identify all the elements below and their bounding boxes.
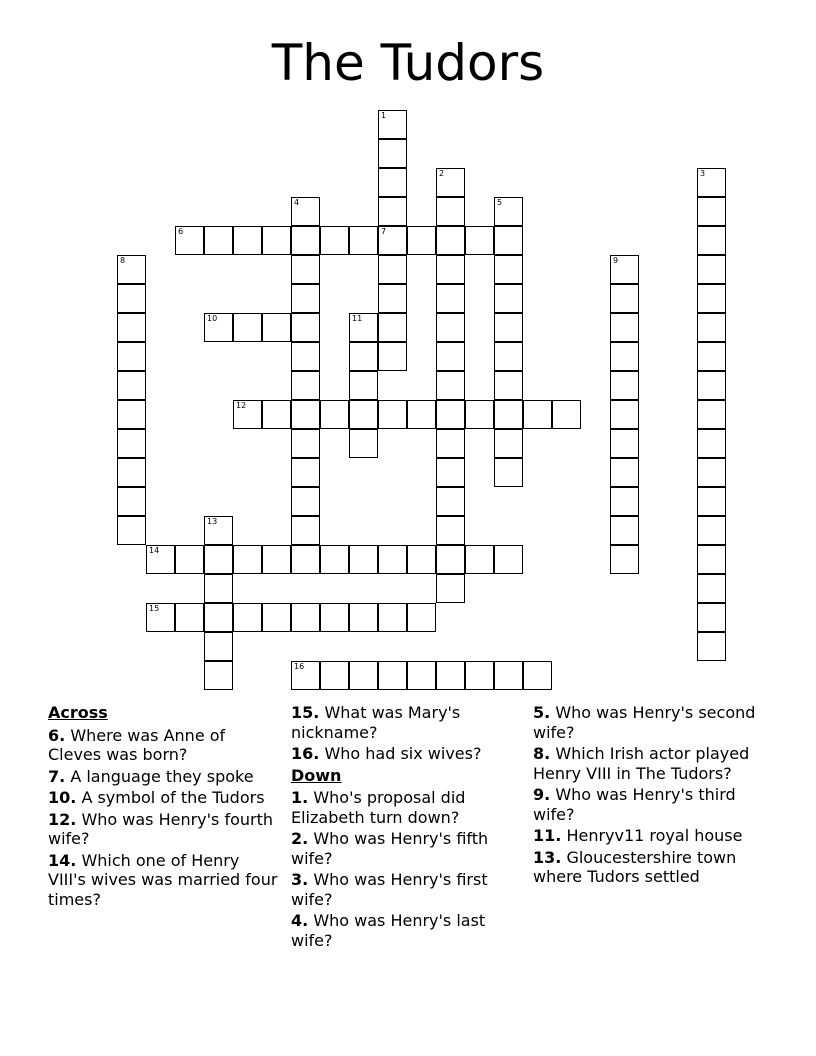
grid-cell	[233, 400, 262, 429]
grid-cell	[407, 603, 436, 632]
grid-cell	[697, 342, 726, 371]
grid-cell	[697, 574, 726, 603]
grid-cell	[291, 516, 320, 545]
clue-down-11: 11. Henryv11 royal house	[533, 826, 743, 845]
grid-cell	[291, 371, 320, 400]
grid-cell	[494, 661, 523, 690]
grid-cell	[610, 516, 639, 545]
grid-cell	[146, 603, 175, 632]
grid-cell	[378, 226, 407, 255]
grid-cell	[697, 255, 726, 284]
clue-number: 15	[149, 604, 160, 613]
grid-cell	[117, 284, 146, 313]
grid-cell	[697, 458, 726, 487]
grid-cell	[378, 284, 407, 313]
clue-down-8: 8. Which Irish actor played Henry VIII in The Tudors?	[533, 744, 750, 783]
grid-cell	[262, 603, 291, 632]
grid-cell	[262, 226, 291, 255]
grid-cell	[436, 516, 465, 545]
clue-down-2: 2. Who was Henry's fifth wife?	[291, 829, 489, 868]
grid-cell	[523, 400, 552, 429]
grid-cell	[378, 661, 407, 690]
grid-cell	[407, 545, 436, 574]
grid-cell	[552, 400, 581, 429]
grid-cell	[349, 429, 378, 458]
clue-number: 4	[294, 198, 300, 207]
grid-cell	[697, 632, 726, 661]
clue-down-1: 1. Who's proposal did Elizabeth turn down?	[291, 788, 466, 827]
clue-number: 11	[352, 314, 363, 323]
clue-across-14: 14. Which one of Henry VIII's wives was married four times?	[48, 850, 278, 909]
grid-cell	[233, 603, 262, 632]
clue-number: 10	[207, 314, 218, 323]
clue-down-9: 9. Who was Henry's third wife?	[533, 785, 736, 824]
clue-across-10: 10. A symbol of the Tudors	[48, 788, 265, 807]
grid-cell	[697, 487, 726, 516]
clues-column-3	[533, 703, 773, 889]
grid-cell	[117, 400, 146, 429]
clue-down-3: 3. Who was Henry's first wife?	[291, 870, 488, 909]
grid-cell	[291, 661, 320, 690]
clue-number: 6	[178, 227, 184, 236]
grid-cell	[378, 168, 407, 197]
grid-cell	[407, 400, 436, 429]
grid-cell	[204, 574, 233, 603]
grid-cell	[436, 226, 465, 255]
grid-cell	[262, 400, 291, 429]
grid-cell	[233, 313, 262, 342]
clue-number: 1	[381, 111, 387, 120]
clue-down-5: 5. Who was Henry's second wife?	[533, 703, 756, 742]
grid-cell	[610, 313, 639, 342]
clue-number: 5	[497, 198, 503, 207]
grid-cell	[320, 603, 349, 632]
grid-cell	[175, 603, 204, 632]
grid-cell	[436, 458, 465, 487]
grid-cell	[320, 400, 349, 429]
grid-cell	[117, 342, 146, 371]
grid-cell	[117, 516, 146, 545]
grid-cell	[436, 574, 465, 603]
grid-cell	[349, 661, 378, 690]
grid-cell	[436, 342, 465, 371]
grid-cell	[378, 400, 407, 429]
grid-cell	[697, 603, 726, 632]
grid-cell	[117, 487, 146, 516]
grid-cell	[117, 255, 146, 284]
grid-cell	[349, 400, 378, 429]
grid-cell	[697, 429, 726, 458]
down-heading: Down	[291, 765, 342, 785]
grid-cell	[291, 284, 320, 313]
grid-cell	[146, 545, 175, 574]
grid-cell	[349, 603, 378, 632]
grid-cell	[494, 458, 523, 487]
grid-cell	[320, 661, 349, 690]
grid-cell	[436, 400, 465, 429]
grid-cell	[175, 226, 204, 255]
grid-cell	[494, 255, 523, 284]
clue-across-12: 12. Who was Henry's fourth wife?	[48, 809, 274, 848]
grid-cell	[523, 661, 552, 690]
grid-cell	[697, 197, 726, 226]
clue-number: 8	[120, 256, 126, 265]
across-heading: Across	[48, 703, 108, 722]
grid-cell	[233, 226, 262, 255]
clue-across-7: 7. A language they spoke	[48, 766, 254, 786]
grid-cell	[465, 400, 494, 429]
grid-cell	[436, 661, 465, 690]
grid-cell	[291, 487, 320, 516]
grid-cell	[291, 342, 320, 371]
grid-cell	[291, 255, 320, 284]
clue-across-16: 16. Who had six wives?	[291, 744, 482, 763]
grid-cell	[697, 226, 726, 255]
grid-cell	[610, 487, 639, 516]
grid-cell	[610, 458, 639, 487]
grid-cell	[697, 168, 726, 197]
grid-cell	[204, 545, 233, 574]
grid-cell	[291, 603, 320, 632]
clue-number: 12	[236, 401, 247, 410]
grid-cell	[494, 400, 523, 429]
grid-cell	[175, 545, 204, 574]
grid-cell	[494, 371, 523, 400]
grid-cell	[349, 313, 378, 342]
grid-cell	[697, 371, 726, 400]
clue-number: 2	[439, 169, 445, 178]
grid-cell	[494, 284, 523, 313]
grid-cell	[320, 226, 349, 255]
grid-cell	[291, 545, 320, 574]
grid-cell	[465, 545, 494, 574]
grid-cell	[378, 139, 407, 168]
grid-cell	[697, 545, 726, 574]
grid-cell	[291, 400, 320, 429]
grid-cell	[494, 313, 523, 342]
grid-cell	[494, 545, 523, 574]
grid-cell	[204, 661, 233, 690]
grid-cell	[117, 371, 146, 400]
grid-cell	[349, 545, 378, 574]
grid-cell	[117, 458, 146, 487]
grid-cell	[494, 226, 523, 255]
grid-cell	[378, 197, 407, 226]
grid-cell	[117, 429, 146, 458]
grid-cell	[204, 603, 233, 632]
clue-number: 9	[613, 256, 619, 265]
grid-cell	[262, 545, 291, 574]
grid-cell	[436, 429, 465, 458]
clue-across-15: 15. What was Mary's nickname?	[291, 703, 461, 742]
clues-column-2	[291, 703, 521, 952]
clues-column-1	[48, 703, 278, 911]
grid-cell	[436, 371, 465, 400]
grid-cell	[378, 603, 407, 632]
grid-cell	[291, 458, 320, 487]
grid-cell	[291, 197, 320, 226]
grid-cell	[204, 632, 233, 661]
grid-cell	[378, 313, 407, 342]
clue-down-4: 4. Who was Henry's last wife?	[291, 911, 486, 950]
grid-cell	[117, 313, 146, 342]
clue-number: 3	[700, 169, 706, 178]
clue-number: 13	[207, 517, 218, 526]
grid-cell	[610, 284, 639, 313]
grid-cell	[291, 429, 320, 458]
clue-number: 14	[149, 546, 160, 555]
grid-cell	[436, 255, 465, 284]
grid-cell	[436, 168, 465, 197]
grid-cell	[436, 313, 465, 342]
grid-cell	[204, 516, 233, 545]
grid-cell	[610, 371, 639, 400]
grid-cell	[436, 545, 465, 574]
grid-cell	[291, 226, 320, 255]
grid-cell	[610, 400, 639, 429]
grid-cell	[610, 342, 639, 371]
grid-cell	[697, 313, 726, 342]
grid-cell	[610, 429, 639, 458]
grid-cell	[407, 661, 436, 690]
grid-cell	[291, 313, 320, 342]
grid-cell	[407, 226, 436, 255]
grid-cell	[610, 545, 639, 574]
grid-cell	[494, 429, 523, 458]
grid-cell	[378, 545, 407, 574]
page-title: The Tudors	[271, 34, 545, 92]
grid-cell	[320, 545, 349, 574]
grid-cell	[436, 197, 465, 226]
grid-cell	[204, 226, 233, 255]
grid-cell	[465, 661, 494, 690]
grid-cell	[465, 226, 494, 255]
grid-cell	[204, 313, 233, 342]
grid-cell	[262, 313, 291, 342]
grid-cell	[610, 255, 639, 284]
clue-down-13: 13. Gloucestershire town where Tudors settled	[533, 847, 737, 886]
grid-cell	[697, 284, 726, 313]
grid-cell	[349, 371, 378, 400]
grid-cell	[349, 342, 378, 371]
grid-cell	[349, 226, 378, 255]
grid-cell	[378, 110, 407, 139]
clue-number: 7	[381, 227, 387, 236]
grid-cell	[697, 516, 726, 545]
clue-across-6: 6. Where was Anne of Cleves was born?	[48, 725, 226, 764]
grid-cell	[697, 400, 726, 429]
clue-number: 16	[294, 662, 305, 671]
grid-cell	[233, 545, 262, 574]
grid-cell	[436, 284, 465, 313]
grid-cell	[436, 487, 465, 516]
grid-cell	[378, 255, 407, 284]
grid-cell	[494, 197, 523, 226]
grid-cell	[378, 342, 407, 371]
grid-cell	[494, 342, 523, 371]
